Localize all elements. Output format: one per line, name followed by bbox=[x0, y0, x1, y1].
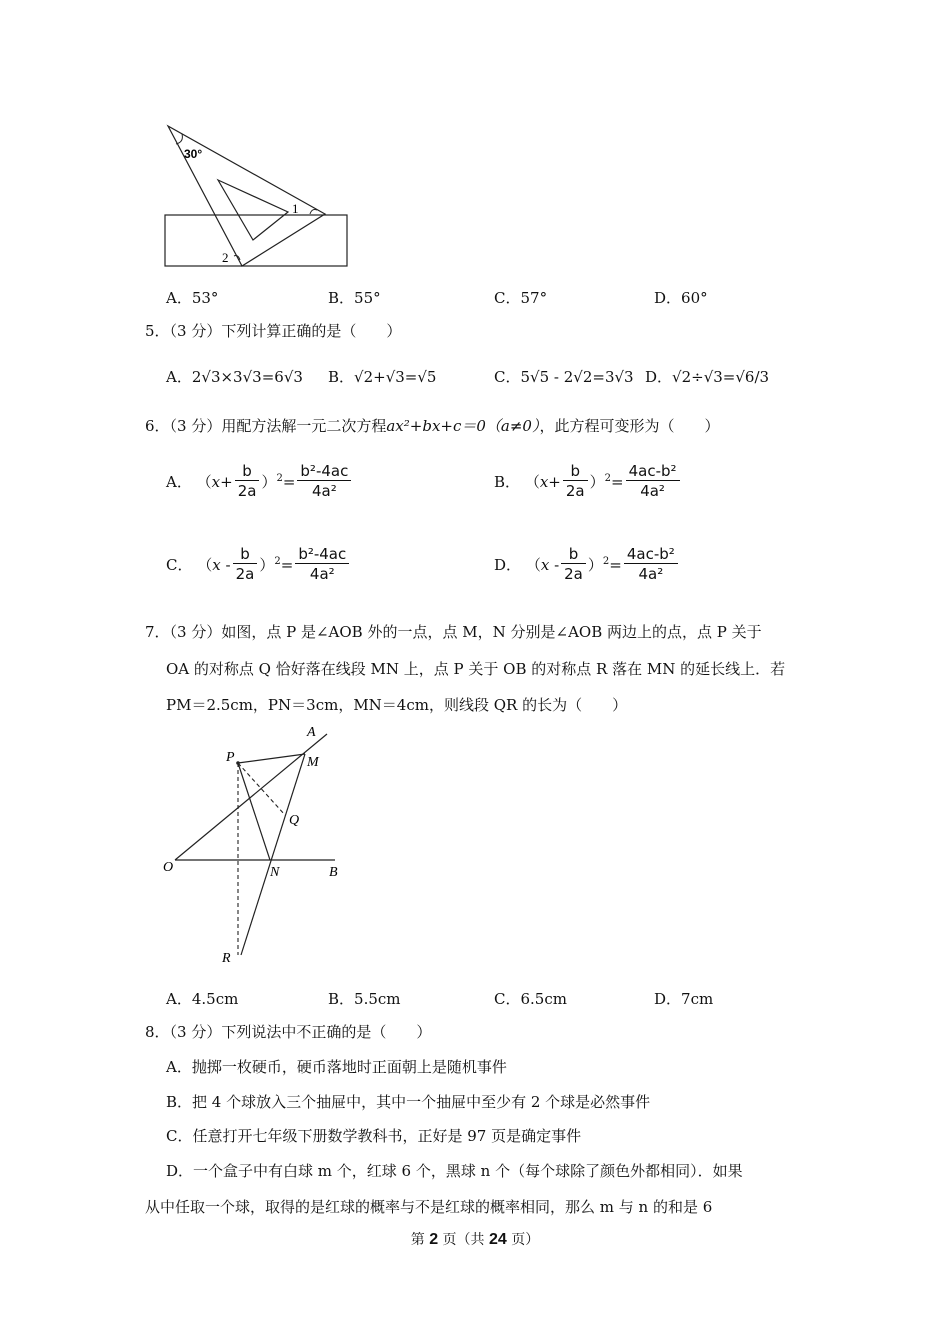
q6-stem bbox=[145, 415, 720, 436]
q6-b-label: B． bbox=[494, 473, 521, 491]
q5-c-prefix: C． bbox=[494, 368, 521, 386]
q6-a-frac-lhs: $\frac{b}{2a}$ bbox=[235, 462, 260, 501]
footer-total-pages: 24 bbox=[489, 1231, 507, 1248]
q6-stem-pre: 6．（3 分）用配方法解一元二次方程 bbox=[145, 417, 387, 435]
q8-option-d-line2: 从中任取一个球，取得的是红球的概率与不是红球的概率相同，那么 m 与 n 的和是 6 bbox=[145, 1198, 713, 1216]
angle-1-label: 1 bbox=[292, 201, 299, 216]
q8-option-a: A．抛掷一枚硬币，硬币落地时正面朝上是随机事件 bbox=[166, 1058, 507, 1076]
footer-page-number: 2 bbox=[429, 1231, 439, 1248]
segment-pq-dashed bbox=[238, 763, 285, 815]
q6-option-b: B． （x+ $\frac{b}{2a}$ ）$^2$= $\frac{\text{4ac-b²}}{\text{4a²}}$ bbox=[494, 462, 682, 501]
segment-pn bbox=[238, 763, 270, 860]
q6-c-frac-lhs: $\frac{b}{2a}$ bbox=[233, 545, 258, 584]
q7-option-c: C．6.5cm bbox=[494, 990, 567, 1008]
q6-stem-post: ，此方程可变形为（ ） bbox=[539, 417, 720, 435]
q7-line1: 7．（3 分）如图，点 P 是∠AOB 外的一点，点 M，N 分别是∠AOB 两边上的点，点 P 关于 bbox=[145, 623, 762, 641]
q4-option-c: C．57° bbox=[494, 289, 548, 307]
label-q: Q bbox=[289, 813, 300, 828]
q5-b-expr: √2+√3=√5 bbox=[354, 368, 437, 386]
q5-c-expr: 5√5 - 2√2=3√3 bbox=[520, 368, 634, 386]
q7-option-a: A．4.5cm bbox=[166, 990, 239, 1008]
q6-option-c: C． （x - $\frac{b}{2a}$ ）$^2$= $\frac{\text{b²-4ac}}{\text{4a²}}$ bbox=[166, 545, 351, 584]
q7-line2: OA 的对称点 Q 恰好落在线段 MN 上，点 P 关于 OB 的对称点 R 落在 MN 的延长线上．若 bbox=[166, 660, 786, 678]
label-a: A bbox=[307, 725, 316, 740]
q5-a-expr: 2√3×3√3=6√3 bbox=[191, 368, 303, 386]
q8-option-b: B．把 4 个球放入三个抽屉中，其中一个抽屉中至少有 2 个球是必然事件 bbox=[166, 1093, 651, 1111]
q6-stem-eq: ax²+bx+c＝0（a≠0） bbox=[386, 417, 540, 435]
q7-option-d: D．7cm bbox=[654, 990, 714, 1008]
q7-figure bbox=[155, 720, 355, 970]
q7-option-b: B．5.5cm bbox=[328, 990, 401, 1008]
q4-option-a: A．53° bbox=[166, 289, 219, 307]
q8-stem: 8．（3 分）下列说法中不正确的是（ ） bbox=[145, 1023, 432, 1041]
label-n: N bbox=[270, 865, 280, 880]
segment-pm bbox=[238, 754, 305, 763]
q6-d-frac-rhs: $\frac{\text{4ac-b²}}{\text{4a²}}$ bbox=[624, 545, 678, 584]
q7-line3: PM＝2.5cm，PN＝3cm，MN＝4cm，则线段 QR 的长为（ ） bbox=[166, 696, 628, 714]
q6-b-frac-lhs: $\frac{b}{2a}$ bbox=[563, 462, 588, 501]
q6-d-label: D． bbox=[494, 556, 522, 574]
q8-option-d-line1: D．一个盒子中有白球 m 个，红球 6 个，黑球 n 个（每个球除了颜色外都相同）．如果 bbox=[166, 1162, 743, 1180]
angle-30-label: 30° bbox=[184, 147, 203, 161]
ruler-rectangle bbox=[165, 215, 347, 266]
q6-c-label: C． bbox=[166, 556, 193, 574]
point-p bbox=[236, 761, 240, 765]
q6-b-frac-rhs: $\frac{\text{4ac-b²}}{\text{4a²}}$ bbox=[626, 462, 680, 501]
q5-option-a bbox=[166, 366, 303, 387]
q5-d-prefix: D． bbox=[645, 368, 673, 386]
q6-option-a: A． （x+ $\frac{b}{2a}$ ）$^2$= $\frac{\text{b²-4ac}}{\text{4a²}}$ bbox=[166, 462, 353, 501]
page-footer bbox=[0, 1229, 950, 1249]
q4-option-d: D．60° bbox=[654, 289, 708, 307]
label-p: P bbox=[226, 750, 235, 765]
angle-arc-1 bbox=[310, 210, 317, 215]
q5-b-prefix: B． bbox=[328, 368, 355, 386]
label-m: M bbox=[307, 755, 319, 770]
q6-option-d: D． （x - $\frac{b}{2a}$ ）$^2$= $\frac{\text{4ac-b²}}{\text{4a²}}$ bbox=[494, 545, 680, 584]
q4-option-b: B．55° bbox=[328, 289, 381, 307]
label-o: O bbox=[163, 860, 174, 875]
footer-pre: 第 bbox=[410, 1232, 430, 1248]
label-b: B bbox=[329, 865, 338, 880]
footer-mid: 页（共 bbox=[438, 1232, 489, 1248]
q6-a-label: A． bbox=[166, 473, 192, 491]
q6-c-frac-rhs: $\frac{\text{b²-4ac}}{\text{4a²}}$ bbox=[295, 545, 349, 584]
q4-figure bbox=[160, 120, 360, 270]
q6-d-frac-lhs: $\frac{b}{2a}$ bbox=[561, 545, 586, 584]
q5-a-prefix: A． bbox=[166, 368, 192, 386]
angle-2-label: 2 bbox=[222, 250, 229, 265]
q5-option-d bbox=[645, 366, 769, 387]
q6-a-frac-rhs: $\frac{\text{b²-4ac}}{\text{4a²}}$ bbox=[297, 462, 351, 501]
q5-option-c bbox=[494, 366, 634, 387]
q8-option-c: C．任意打开七年级下册数学教科书，正好是 97 页是确定事件 bbox=[166, 1127, 582, 1145]
q5-stem: 5．（3 分）下列计算正确的是（ ） bbox=[145, 322, 402, 340]
label-r: R bbox=[222, 951, 231, 966]
q5-d-expr: √2÷√3=√6/3 bbox=[672, 368, 770, 386]
q5-option-b bbox=[328, 366, 436, 387]
segment-mr bbox=[241, 754, 305, 955]
footer-post: 页） bbox=[506, 1232, 540, 1248]
ray-oa bbox=[175, 734, 327, 860]
set-square-inner bbox=[218, 180, 288, 240]
